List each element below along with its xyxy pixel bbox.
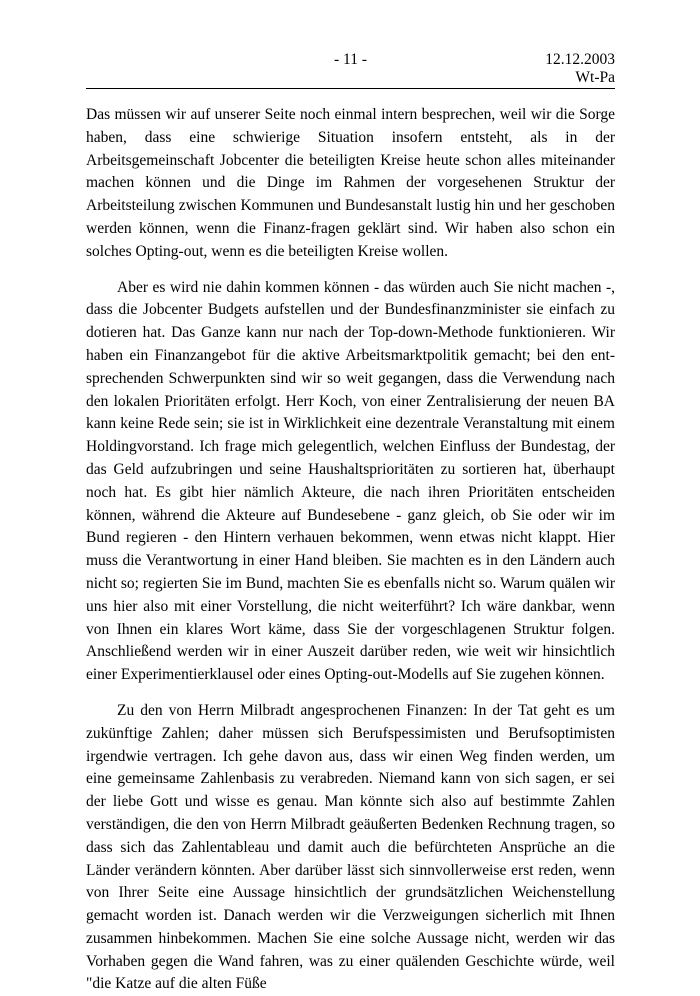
header-code: Wt-Pa	[575, 69, 615, 86]
paragraph-3: Zu den von Herrn Milbradt angesprochenen Finanzen: In der Tat geht es um zukünftige Zahlen; daher müssen sich Berufspessimisten und Berufsoptimisten irgendwie vertragen. Ich gehe davon aus, dass wir einen Weg finden werden, um eine gemeinsame Zahlenbasis zu verabreden. Niemand kann von sich sagen, er sei der liebe Gott und wisse es genau. Man könnte sich also auf bestimmte Zahlen verständigen, die den von Herrn Milbradt geäußerten Bedenken Rechnung tragen, so dass sich das Zahlentableau und damit auch die befürchteten Ansprüche an die Länder verändern könnten. Aber darüber lässt sich sinnvollerweise erst reden, wenn von Ihrer Seite eine Aussage hinsichtlich der grundsätzlichen Weichenstellung gemacht worden ist. Danach werden wir die Verzweigungen sicherlich mit Ihnen zusammen hinbekommen. Machen Sie eine solche Aussage nicht, werden wir das Vorhaben gegen die Wand fahren, was zu einer quälenden Geschichte würde, weil "die Katze auf die alten Füße	[86, 701, 615, 993]
paragraph-1: Das müssen wir auf unserer Seite noch einmal intern besprechen, weil wir die Sorge haben, dass eine schwierige Situation insofern entsteht, als in der Arbeitsgemeinschaft Jobcenter die beteiligten Kreise heute schon alles miteinander machen können und die Dinge im Rahmen der vorgesehenen Struktur der Arbeitsteilung zwischen Kommunen und Bundesanstalt lustig hin und her geschoben werden können, wenn die Finanz-fragen geklärt sind. Wir haben also schon ein solches Opting-out, wenn es die beteiligten Kreise wollen.	[86, 106, 615, 260]
paragraph-2: Aber es wird nie dahin kommen können - das würden auch Sie nicht machen -, dass die Jobcenter Budgets aufstellen und der Bundesfinanzminister sie einfach zu dotieren hat. Das Ganze kann nur nach der Top-down-Methode funktionieren. Wir haben ein Finanzangebot für die aktive Arbeitsmarktpolitik gemacht; bei den entsprechenden Schwerpunkten sind wir so weit gegangen, dass die Verwendung nach den lokalen Prioritäten erfolgt. Herr Koch, von einer Zentralisierung der neuen BA kann keine Rede sein; sie ist in Wirklichkeit eine dezentrale Veranstaltung mit einem Holdingvorstand. Ich frage mich gelegentlich, welchen Einfluss der Bundestag, der das Geld aufzubringen und seine Haushaltsprioritäten zu sortieren hat, überhaupt noch hat. Es gibt hier nämlich Akteure, die nach ihren Prioritäten entscheiden können, während die Akteure auf Bundesebene - ganz gleich, ob Sie oder wir im Bund regieren - den Hintern verhauen bekommen, wenn etwas nicht klappt. Hier muss die Verantwortung in einer Hand bleiben. Sie machten es in den Ländern auch nicht so; regierten Sie im Bund, machten Sie es ebenfalls nicht so. Warum quälen wir uns hier also mit einer Vorstellung, die nicht weiterführt? Ich wäre dankbar, wenn von Ihnen ein klares Wort käme, dass Sie der vorgeschlagenen Struktur folgen. Anschließend werden wir in einer Auszeit darüber reden, wie weit wir hinsichtlich einer Experimentierklausel oder eines Opting-out-Modells auf Sie zugehen können.	[86, 278, 615, 684]
page-header	[86, 50, 615, 89]
document-body	[86, 104, 615, 996]
page-number: - 11 -	[334, 51, 367, 68]
header-date: 12.12.2003	[545, 51, 615, 68]
